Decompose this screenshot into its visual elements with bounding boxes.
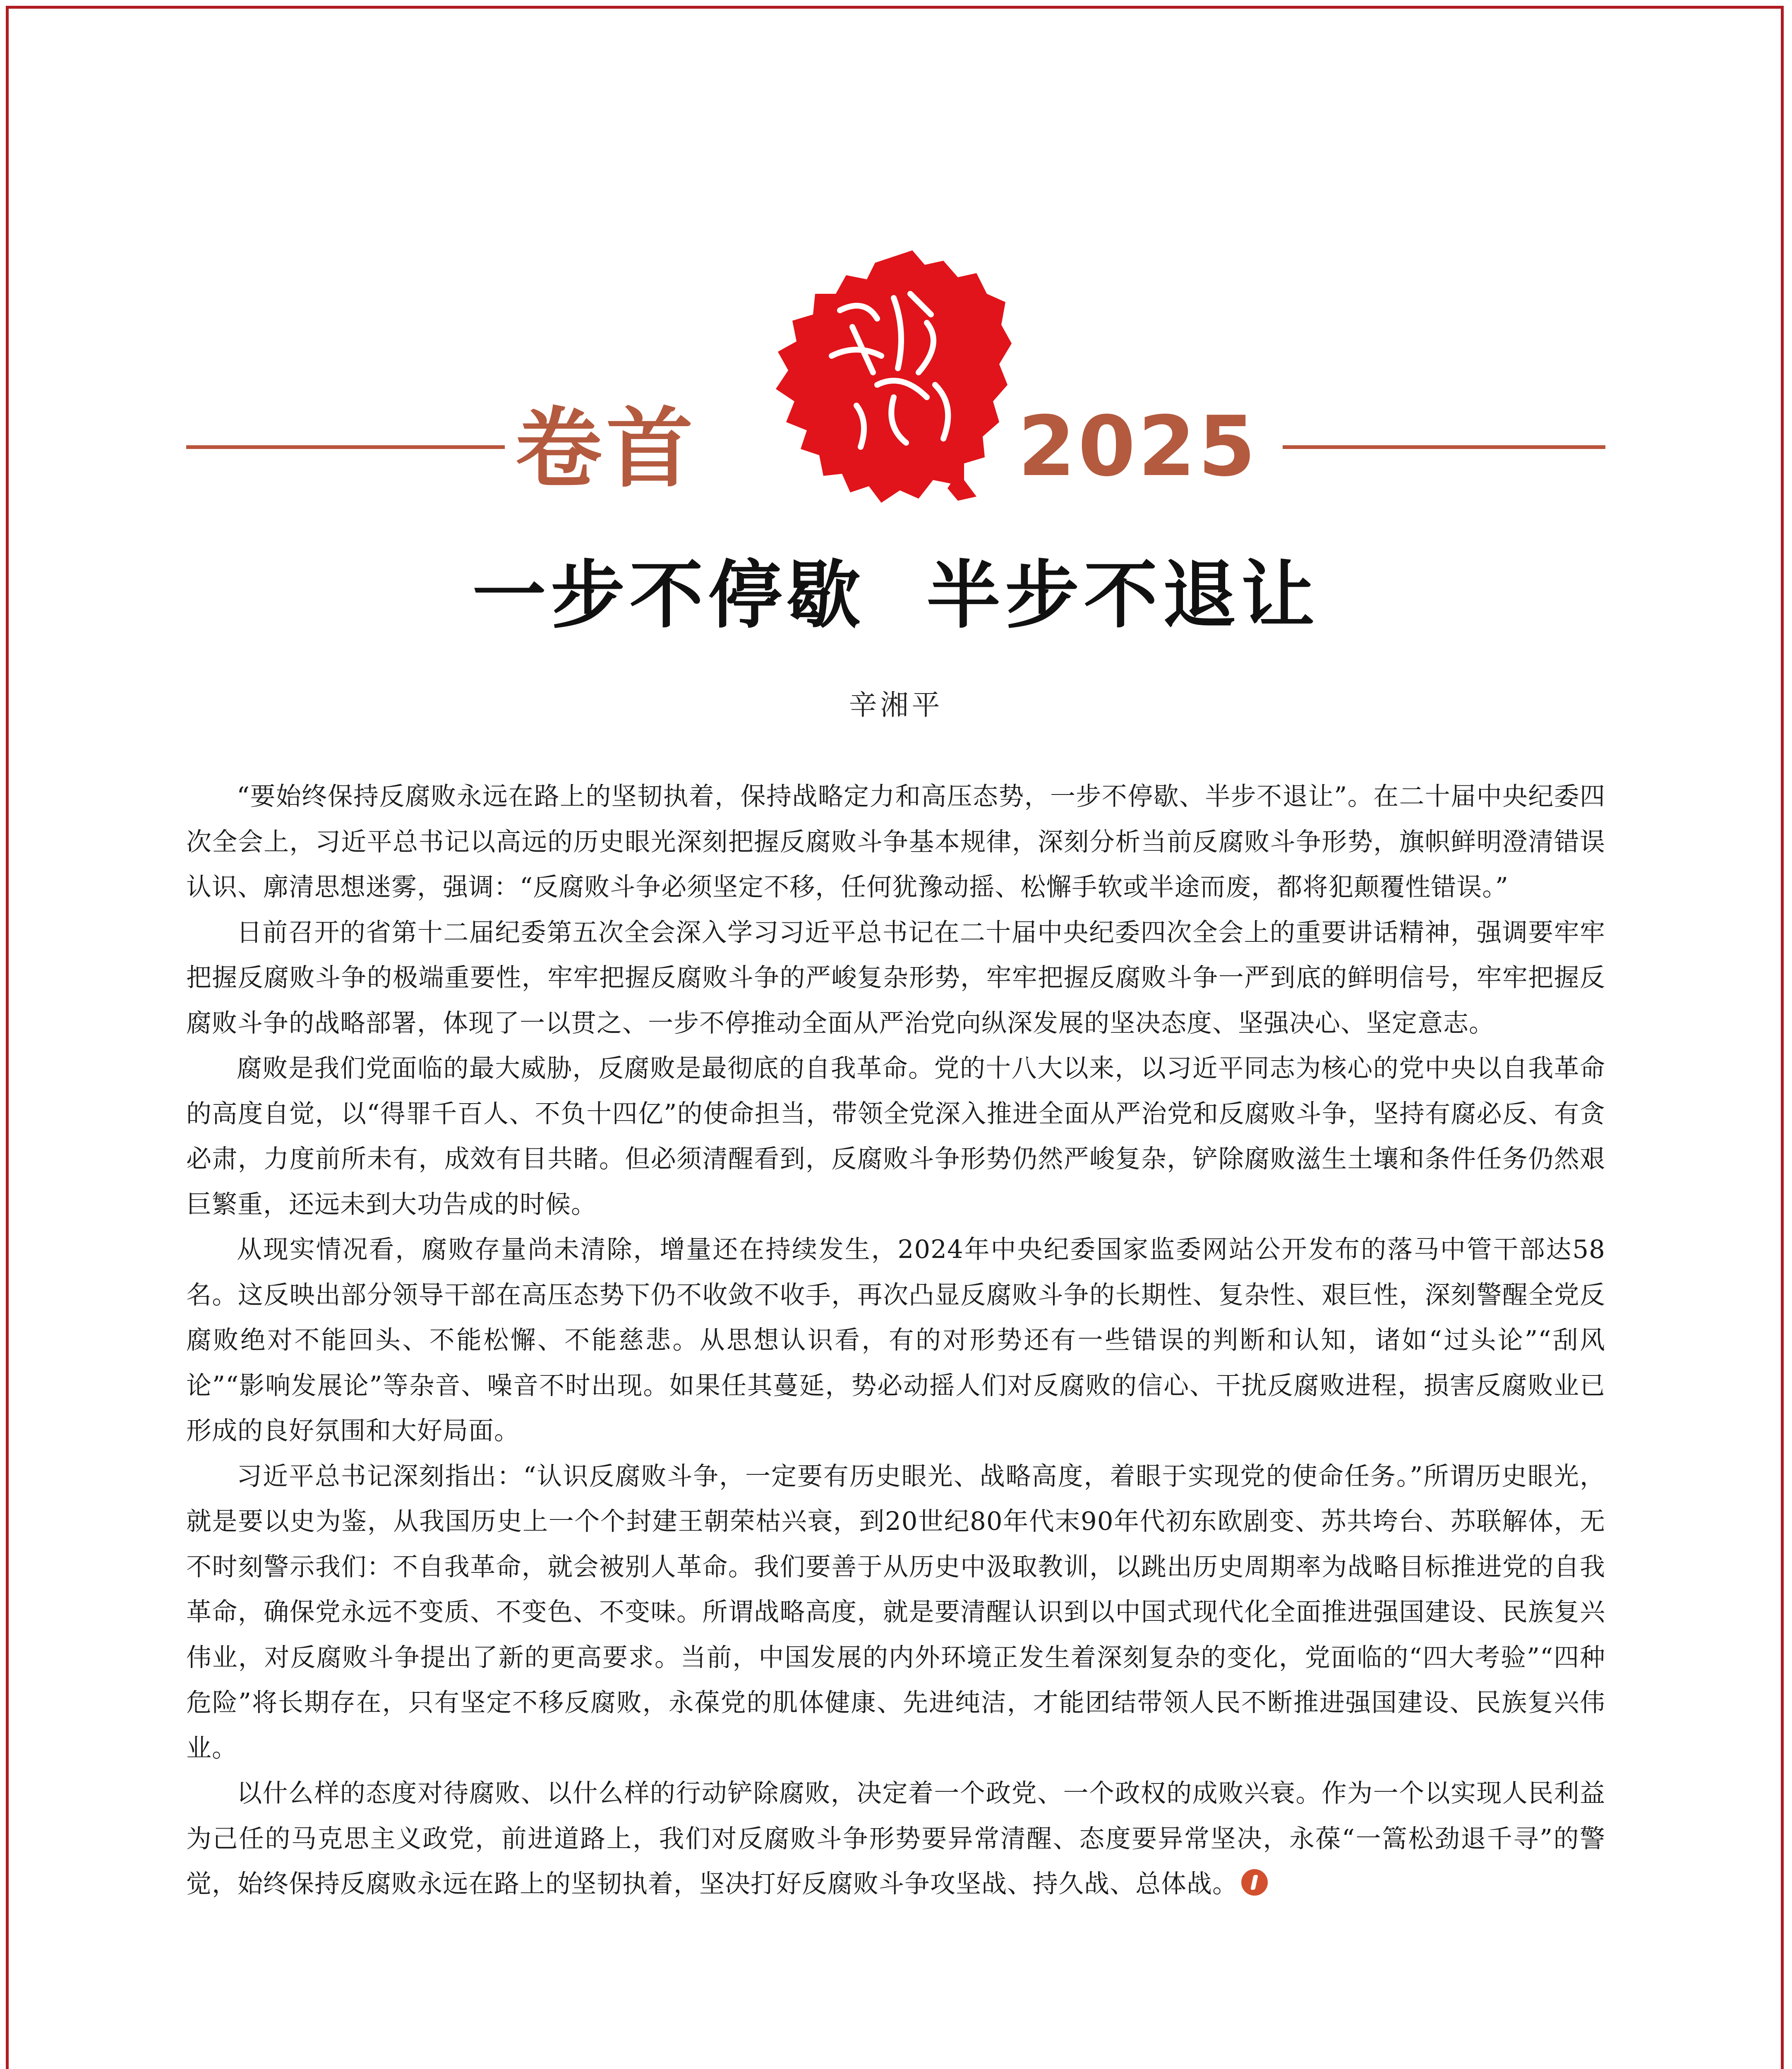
- article-body: [186, 774, 1605, 1907]
- article-paragraph: 习近平总书记深刻指出：“认识反腐败斗争，一定要有历史眼光、战略高度，着眼于实现党的使命任务。”所谓历史眼光，就是要以史为鉴，从我国历史上一个个封建王朝荣枯兴衰，到20世纪80年代末90年代初东欧剧变、苏共垮台、苏联解体，无不时刻警示我们：不自我革命，就会被别人革命。我们要善于从历史中汲取教训，以跳出历史周期率为战略目标推进党的自我革命，确保党永远不变质、不变色、不变味。所谓战略高度，就是要清醒认识到以中国式现代化全面推进强国建设、民族复兴伟业，对反腐败斗争提出了新的更高要求。当前，中国发展的内外环境正发生着深刻复杂的变化，党面临的“四大考验”“四种危险”将长期存在，只有坚定不移反腐败，永葆党的肌体健康、先进纯洁，才能团结带领人民不断推进强国建设、民族复兴伟业。: [186, 1461, 1605, 1763]
- article-paragraph: 从现实情况看，腐败存量尚未清除，增量还在持续发生，2024年中央纪委国家监委网站公开发布的落马中管干部达58名。这反映出部分领导干部在高压态势下仍不收敛不收手，再次凸显反腐败斗争的长期性、复杂性、艰巨性，深刻警醒全党反腐败绝对不能回头、不能松懈、不能慈悲。从思想认识看，有的对形势还有一些错误的判断和认知，诸如“过头论”“刮风论”“影响发展论”等杂音、噪音不时出现。如果任其蔓延，势必动摇人们对反腐败的信心、干扰反腐败进程，损害反腐败业已形成的良好氛围和大好局面。: [186, 1235, 1605, 1445]
- article-paragraph-last: [186, 1771, 1605, 1907]
- magazine-logo: [770, 248, 1014, 505]
- article-author: 辛湘平: [849, 689, 943, 722]
- masthead-rule-left: [186, 445, 505, 449]
- masthead-year: 2025: [1018, 398, 1258, 495]
- masthead: [186, 248, 1605, 505]
- article-end-mark-icon: [1241, 1869, 1268, 1896]
- article-paragraph: 日前召开的省第十二届纪委第五次全会深入学习习近平总书记在二十届中央纪委四次全会上的重要讲话精神，强调要牢牢把握反腐败斗争的极端重要性，牢牢把握反腐败斗争的严峻复杂形势，牢牢把握反腐败斗争一严到底的鲜明信号，牢牢把握反腐败斗争的战略部署，体现了一以贯之、一步不停推动全面从严治党向纵深发展的坚决态度、坚强决心、坚定意志。: [186, 917, 1605, 1038]
- masthead-rule-right: [1283, 445, 1605, 449]
- hunan-map-logo-icon: [770, 248, 1014, 505]
- article-title: 一步不停歇 半步不退让: [472, 552, 1320, 638]
- article-paragraph: “要始终保持反腐败永远在路上的坚韧执着，保持战略定力和高压态势，一步不停歇、半步不退让”。在二十届中央纪委四次全会上，习近平总书记以高远的历史眼光深刻把握反腐败斗争基本规律，深刻分析当前反腐败斗争形势，旗帜鲜明澄清错误认识、廓清思想迷雾，强调：“反腐败斗争必须坚定不移，任何犹豫动摇、松懈手软或半途而废，都将犯颠覆性错误。”: [186, 782, 1605, 902]
- article-paragraph: 腐败是我们党面临的最大威胁，反腐败是最彻底的自我革命。党的十八大以来，以习近平同志为核心的党中央以自我革命的高度自觉，以“得罪千百人、不负十四亿”的使命担当，带领全党深入推进全面从严治党和反腐败斗争，坚持有腐必反、有贪必肃，力度前所未有，成效有目共睹。但必须清醒看到，反腐败斗争形势仍然严峻复杂，铲除腐败滋生土壤和条件任务仍然艰巨繁重，还远未到大功告成的时候。: [186, 1054, 1605, 1219]
- masthead-column-name: 卷首: [515, 398, 698, 499]
- article-paragraph-text: 以什么样的态度对待腐败、以什么样的行动铲除腐败，决定着一个政党、一个政权的成败兴衰。作为一个以实现人民利益为己任的马克思主义政党，前进道路上，我们对反腐败斗争形势要异常清醒、态度要异常坚决，永葆“一篙松劲退千寻”的警觉，始终保持反腐败永远在路上的坚韧执着，坚决打好反腐败斗争攻坚战、持久战、总体战。: [186, 1779, 1605, 1899]
